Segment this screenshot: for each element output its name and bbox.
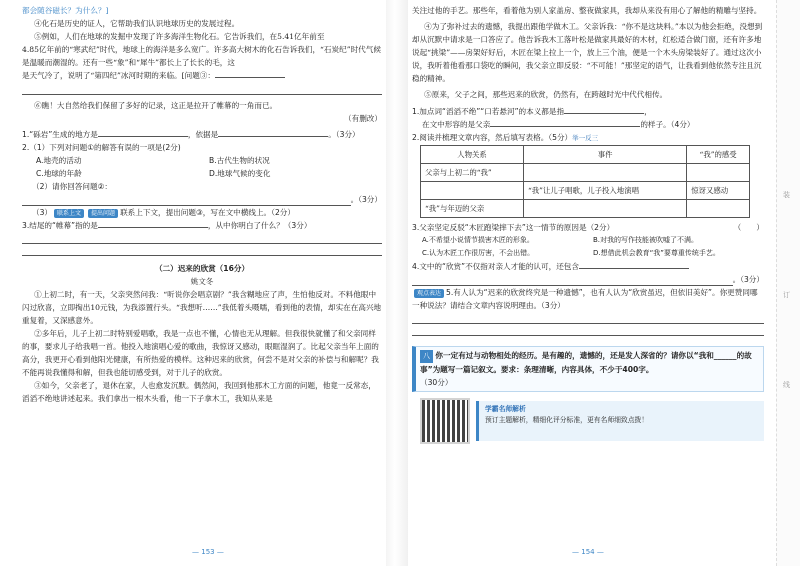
question-3-answer-line[interactable]	[22, 232, 382, 244]
section-number: 八	[420, 350, 433, 363]
table-row	[421, 200, 750, 218]
table-cell[interactable]	[523, 164, 686, 182]
table-cell[interactable]	[421, 182, 524, 200]
question-r5: 观点表达 5.有人认为“迟来的欣赏终究是一种遗憾”，也有人认为“欣赏虽迟，但依旧美好”。你更赞同哪一种说法？请结合文章内容说明理由。（3分）	[412, 288, 758, 310]
question-2-2-answer[interactable]: 。（3分）	[22, 193, 382, 206]
article-para-4: ④为了弥补过去的遗憾，我提出跟他学做木工。父亲诉我：“你不是这块料。”本以为他会拒绝，没想到却从沉默中请求是一口答应了。他告诉我木工落叶松是做家具最好的木材，红松适合做门窗，还有许多地说起“挑梁”——房架好好后，木匠在梁上拉上一个，放上三个油，便是一个木头房梁装好了。通过这次小说，我听着他看那口袋吃的瞬间，我父亲立即反驳：“不可能！”那坚定的语气，让我看到他依然专注且沉稳的精神。	[412, 22, 763, 83]
passage-para-5-end: 是天气冷了，说明了“第四纪”冰河时期的来临。[问题③：	[22, 69, 382, 82]
page-number-left: — 153 —	[192, 548, 224, 556]
binding-char-1: 装	[783, 191, 790, 199]
passage-para-4: ④化石是历史的证人，它帮助我们认识地球历史的发展过程。	[34, 19, 240, 28]
promo-title: 学霸名师解析	[485, 405, 526, 413]
table-row	[421, 164, 750, 182]
question-r3-options-row1	[412, 234, 764, 247]
article-para-3-cont: 关注过他的手艺。那些年，看着他为别人家盖房、整夜做家具，我却从来没有用心了解他的精雕与坚持。	[412, 6, 762, 15]
article-para-3: ③如今，父亲老了，退休在家，人也愈发沉默。偶然间，我回到他那木工方面的问题，他竟一反常态，滔滔不绝地讲述起来。我们拿出一根木头看，他一下子拿木工，我知从来是	[22, 381, 376, 403]
option-a[interactable]: A.地壳的活动	[36, 156, 82, 165]
article-para-5: ⑤原来，父子之间，那些迟来的欣赏，仍然有，在跨越时光中代代相传。	[424, 90, 668, 99]
question-r5-answer-line[interactable]	[412, 312, 764, 324]
question-r5-answer-line-2[interactable]	[412, 324, 764, 336]
qr-code-icon[interactable]	[420, 398, 470, 444]
option-d[interactable]: D.想借此机会教育“我”要尊重传统手艺。	[593, 249, 720, 257]
table-cell: “我”让儿子唱歌，儿子投入地演唱	[523, 182, 686, 200]
question-2-1: 2.（1）下列对问题①的解答有误的一项是(2分)	[22, 143, 181, 152]
table-header-row	[421, 146, 750, 164]
question-r3-options-row2	[412, 247, 764, 260]
option-c[interactable]: C.地球的年龄	[36, 169, 82, 178]
passage-para-5: ⑤例如，人们在地球的发掘中发现了许多海洋生物化石。它告诉我们，在5.41亿年前至	[34, 32, 325, 41]
question-3-answer-line[interactable]	[22, 82, 382, 95]
table-cell[interactable]	[687, 164, 750, 182]
question-2-2: （2）请你回答问题②：	[32, 182, 112, 191]
right-page	[412, 0, 764, 566]
promo-text: 预订主题解析，精细化评分标准，更有名师细致点拨！	[485, 416, 649, 424]
binding-edge	[776, 0, 800, 566]
question-2-3: （3） 联系上文 提出问题 联系上下文，提出问题③，写在文中横线上。（2分）	[32, 208, 295, 217]
table-header: 人物关系	[421, 146, 524, 164]
qr-promo	[420, 398, 764, 444]
option-b[interactable]: B.对我的写作技能被吹嘘了不满。	[593, 236, 699, 244]
article-author: 姚文冬	[190, 277, 214, 286]
option-d[interactable]: D.地球气候的变化	[209, 169, 271, 178]
table-cell[interactable]	[523, 200, 686, 218]
section-title: （二）迟来的欣赏（16分）	[154, 264, 250, 273]
tag-label-2: 提出问题	[88, 209, 118, 218]
article-para-1: ①上初二时，有一天，父亲突然问我：“听说你会唱京剧？”我含糊地应了声，生怕他反对。不料他眼中闪过欣喜，立即掏出10元钱，为我添置行头。“我想听……”我低着头嗫嚅，看到他的表情，却实在在高兴地重复着，又深感意外。	[22, 290, 382, 325]
table-cell[interactable]	[687, 200, 750, 218]
left-page	[22, 0, 382, 566]
table-header: 事件	[523, 146, 686, 164]
writing-score: （30分）	[420, 378, 453, 387]
source-note: （有删改）	[344, 114, 382, 123]
tag-label: 举一反三	[572, 134, 599, 142]
page-number-right: — 154 —	[572, 548, 604, 556]
table-row	[421, 182, 750, 200]
passage-line: 都会随谷磁长？为什么？]	[22, 6, 109, 15]
table-cell: “我”与年迈的父亲	[421, 200, 524, 218]
question-r1: 1.加点词“滔滔不绝”“口若悬河”的本义都是指 ，	[412, 107, 652, 116]
passage-para-5-cont: 4.85亿年前的“寒武纪”时代，地球上的海洋是多么宽广。许多高大树木的化石告诉我们，“石炭纪”时代气候是温暖而潮湿的。还有一些“象”和“犀牛”都长上了长长的毛，这	[22, 45, 381, 67]
question-3: 3.结尾的“帷幕”指的是 ，从中你明白了什么？（3分）	[22, 221, 312, 230]
option-a[interactable]: A.不希望小说情节损害木匠的形象。	[422, 236, 534, 244]
question-r1-line2: 在文中形容的是父亲 的样子。（4分）	[422, 120, 695, 129]
tag-label: 联系上文	[54, 209, 84, 218]
question-1: 1.“砾岩”生成的地方是 ，依据是 。（3分）	[22, 130, 360, 139]
question-r2: 2.阅读并梳理文章内容，然后填写表格。（5分）举一反三	[412, 133, 599, 142]
writing-prompt: 八 你一定有过与动物相处的经历。是有趣的，遗憾的，还是发人深省的？请你以“我和______的故事”为题写一篇记叙文。要求：条理清晰，内容具体，不少于400字。 （30分）	[412, 346, 764, 392]
option-b[interactable]: B.古代生物的状况	[209, 156, 270, 165]
question-r3: 3.父亲坚定反驳“木匠跑梁摔下去”这一情节的原因是（2分） （ ）	[412, 223, 764, 232]
binding-char-3: 线	[783, 381, 790, 389]
book-gutter	[386, 0, 408, 566]
passage-para-6: ⑥瞧！大自然给我们保留了多好的记录，这正是拉开了帷幕的一角而已。	[34, 101, 278, 110]
article-para-2: ②多年后，儿子上初二时特别爱唱歌，我是一点也不懂，心情也无从理解。但我很快就懂了和父亲同样的事，要求儿子给我唱一首。他投入地演唱心爱的歌曲，我惊讶又感动，眼眶湿润了。比起父亲当年上面的高分，我更开心看到他阳光健康，有所热爱的模样。这种迟来的欣赏，何尝不是对父亲的补偿与和解呢？我不能再说我懂得和解，但我也能切感受到，对于儿子的欣赏。	[22, 329, 379, 377]
question-r4: 4.文中的“欣赏”不仅指对亲人才能的认可，还包含	[412, 260, 764, 273]
question-r4-answer[interactable]: 。（3分）	[412, 273, 764, 286]
table-header: “我”的感受	[687, 146, 750, 164]
event-table	[420, 145, 750, 218]
option-c[interactable]: C.认为木匠工作很厉害，不会出错。	[422, 249, 535, 257]
question-3-answer-line-2[interactable]	[22, 244, 382, 256]
question-2-options-row2	[22, 167, 382, 180]
promo-band	[476, 401, 764, 441]
table-cell: 父亲与上初二的“我”	[421, 164, 524, 182]
binding-char-2: 订	[783, 291, 790, 299]
question-2-options-row1	[22, 154, 382, 167]
table-cell: 惊讶又感动	[687, 182, 750, 200]
tag-label: 观点表达	[414, 289, 444, 298]
